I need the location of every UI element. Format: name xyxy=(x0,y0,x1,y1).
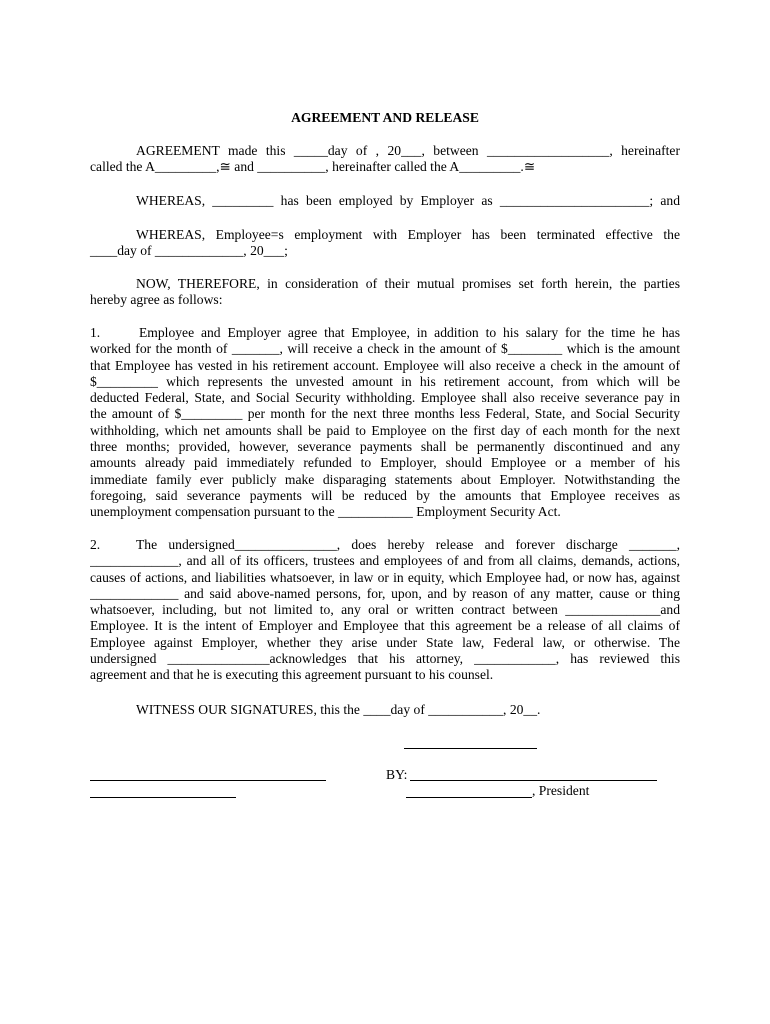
now-therefore-paragraph xyxy=(90,276,680,309)
section-2-line: The undersigned_______________, does hereby release and forever discharge _______, xyxy=(136,537,680,552)
witness-paragraph xyxy=(90,702,680,718)
section-2-line: agreement and that he is executing this agreement pursuant to his counsel. xyxy=(90,667,494,683)
section-1-line: deducted Federal, State, and Social Security withholding. Employee shall also receive severance pay in xyxy=(90,390,680,406)
section-1-line: the amount of $_________ per month for the next three months less Federal, State, and Social Security xyxy=(90,406,680,422)
section-1-line: unemployment compensation pursuant to the ___________ Employment Security Act. xyxy=(90,504,561,520)
section-1-line: immediate family ever publicly make disparaging statements about Employer. Notwithstanding the xyxy=(90,471,680,487)
signature-line-top xyxy=(404,748,537,749)
witness-line: WITNESS OUR SIGNATURES, this the ____day of ___________, 20__. xyxy=(136,702,541,717)
section-1-line: worked for the month of _______, will receive a check in the amount of $________ which is the amount xyxy=(90,341,680,357)
signature-line-left-2 xyxy=(90,797,236,798)
now-therefore-line-2: hereby agree as follows: xyxy=(90,292,223,308)
section-1-line: that Employee has vested in his retirement account. Employee will also receive a check in the amount of xyxy=(90,357,680,373)
section-2-number: 2. xyxy=(90,537,101,552)
section-2 xyxy=(90,537,680,684)
section-1-line: three months; provided, however, severance payments shall be permanently discontinued and any xyxy=(90,439,680,455)
section-1-line: $_________ which represents the unvested amount in his retirement account, from which will be xyxy=(90,373,680,389)
whereas-1-line: WHEREAS, _________ has been employed by Employer as ______________________; and xyxy=(136,193,680,208)
document-title: AGREEMENT AND RELEASE xyxy=(291,110,479,125)
section-1-number: 1. xyxy=(90,325,101,340)
signature-line-president xyxy=(406,797,532,798)
section-1-line: amounts already paid immediately refunded to Employer, should Employee or a member of his xyxy=(90,455,680,471)
intro-line-1: AGREEMENT made this _____day of , 20___, between __________________, hereinafter xyxy=(136,143,680,158)
president-label: , President xyxy=(532,783,590,798)
intro-line-2: called the A_________,≅ and __________, hereinafter called the A_________.≅ xyxy=(90,159,536,175)
intro-paragraph xyxy=(90,143,680,176)
now-therefore-line-1: NOW, THEREFORE, in consideration of their mutual promises set forth herein, the parties xyxy=(136,276,680,291)
by-label: BY: xyxy=(386,767,408,782)
section-1 xyxy=(90,325,680,521)
whereas-paragraph-2 xyxy=(90,227,680,260)
section-2-line: Employee against Employer, whether they arise under State law, Federal law, or otherwise. The xyxy=(90,634,680,650)
section-2-line: undersigned _______________acknowledges that his attorney, ____________, has reviewed this xyxy=(90,651,680,667)
section-2-line: Employee. It is the intent of Employer and Employee that this agreement be a release of all claims of xyxy=(90,618,680,634)
whereas-2-line-2: ____day of _____________, 20___; xyxy=(90,243,288,259)
section-2-line: whatsoever, including, but not limited to, any oral or written contract between ______________and xyxy=(90,602,680,618)
signature-line-by xyxy=(410,780,657,781)
whereas-2-line-1: WHEREAS, Employee=s employment with Employer has been terminated effective the xyxy=(136,227,680,242)
section-1-line: foregoing, said severance payments will be reduced by the amounts that Employee receives as xyxy=(90,487,680,503)
signature-line-left-1 xyxy=(90,780,326,781)
section-2-line: _____________, and all of its officers, trustees and employees of and from all claims, demands, actions, xyxy=(90,553,680,569)
section-1-line: Employee and Employer agree that Employee, in addition to his salary for the time he has xyxy=(139,325,680,340)
section-1-line: withholding, which net amounts shall be paid to Employee on the first day of each month for the next xyxy=(90,422,680,438)
whereas-paragraph-1 xyxy=(90,193,680,209)
section-2-line: causes of actions, and liabilities whatsoever, in law or in equity, which Employee had, or now has, against xyxy=(90,569,680,585)
section-2-line: _____________ and said above-named persons, for, upon, and by reason of any matter, cause or thing xyxy=(90,585,680,601)
